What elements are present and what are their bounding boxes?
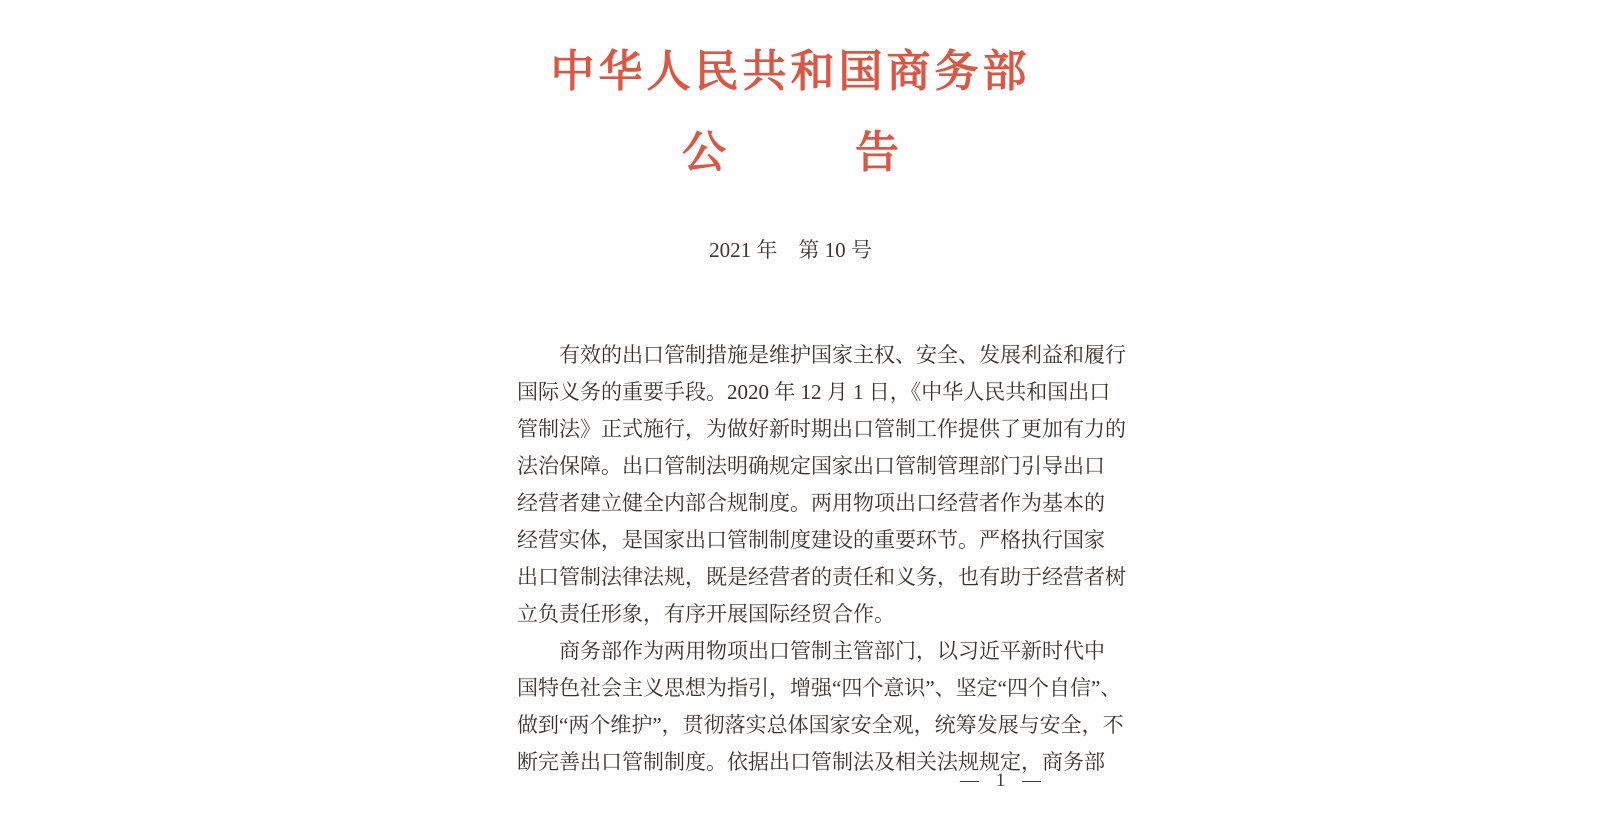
ministry-title: 中华人民共和国商务部 <box>550 47 1031 96</box>
body-line: 国特色社会主义思想为指引，增强“四个意识”、坚定“四个自信”、 <box>517 676 1122 700</box>
body-line: 经营实体，是国家出口管制制度建设的重要环节。严格执行国家 <box>517 528 1105 552</box>
body-line: 法治保障。出口管制法明确规定国家出口管制管理部门引导出口 <box>517 454 1105 478</box>
body-line: 国际义务的重要手段。2020 年 12 月 1 日，《中华人民共和国出口 <box>517 380 1111 404</box>
announcement-body <box>517 337 1126 781</box>
body-line: 断完善出口管制制度。依据出口管制法及相关法规规定，商务部 <box>517 750 1105 774</box>
body-paragraph <box>517 337 1126 633</box>
page-number: — 1 — <box>960 770 1044 791</box>
body-line: 经营者建立健全内部合规制度。两用物项出口经营者作为基本的 <box>517 491 1105 515</box>
body-line: 做到“两个维护”，贯彻落实总体国家安全观，统筹发展与安全，不 <box>517 713 1124 737</box>
body-paragraph <box>517 633 1124 781</box>
body-line: 有效的出口管制措施是维护国家主权、安全、发展利益和履行 <box>559 343 1126 367</box>
body-line: 管制法》正式施行，为做好新时期出口管制工作提供了更加有力的 <box>517 417 1126 441</box>
body-line: 商务部作为两用物项出口管制主管部门，以习近平新时代中 <box>559 639 1105 663</box>
issue-number: 2021 年 第 10 号 <box>709 238 872 262</box>
announcement-title: 公 告 <box>682 128 899 177</box>
body-line: 立负责任形象，有序开展国际经贸合作。 <box>517 602 895 626</box>
body-line: 出口管制法律法规，既是经营者的责任和义务，也有助于经营者树 <box>517 565 1126 589</box>
announcement-document <box>517 0 1126 819</box>
